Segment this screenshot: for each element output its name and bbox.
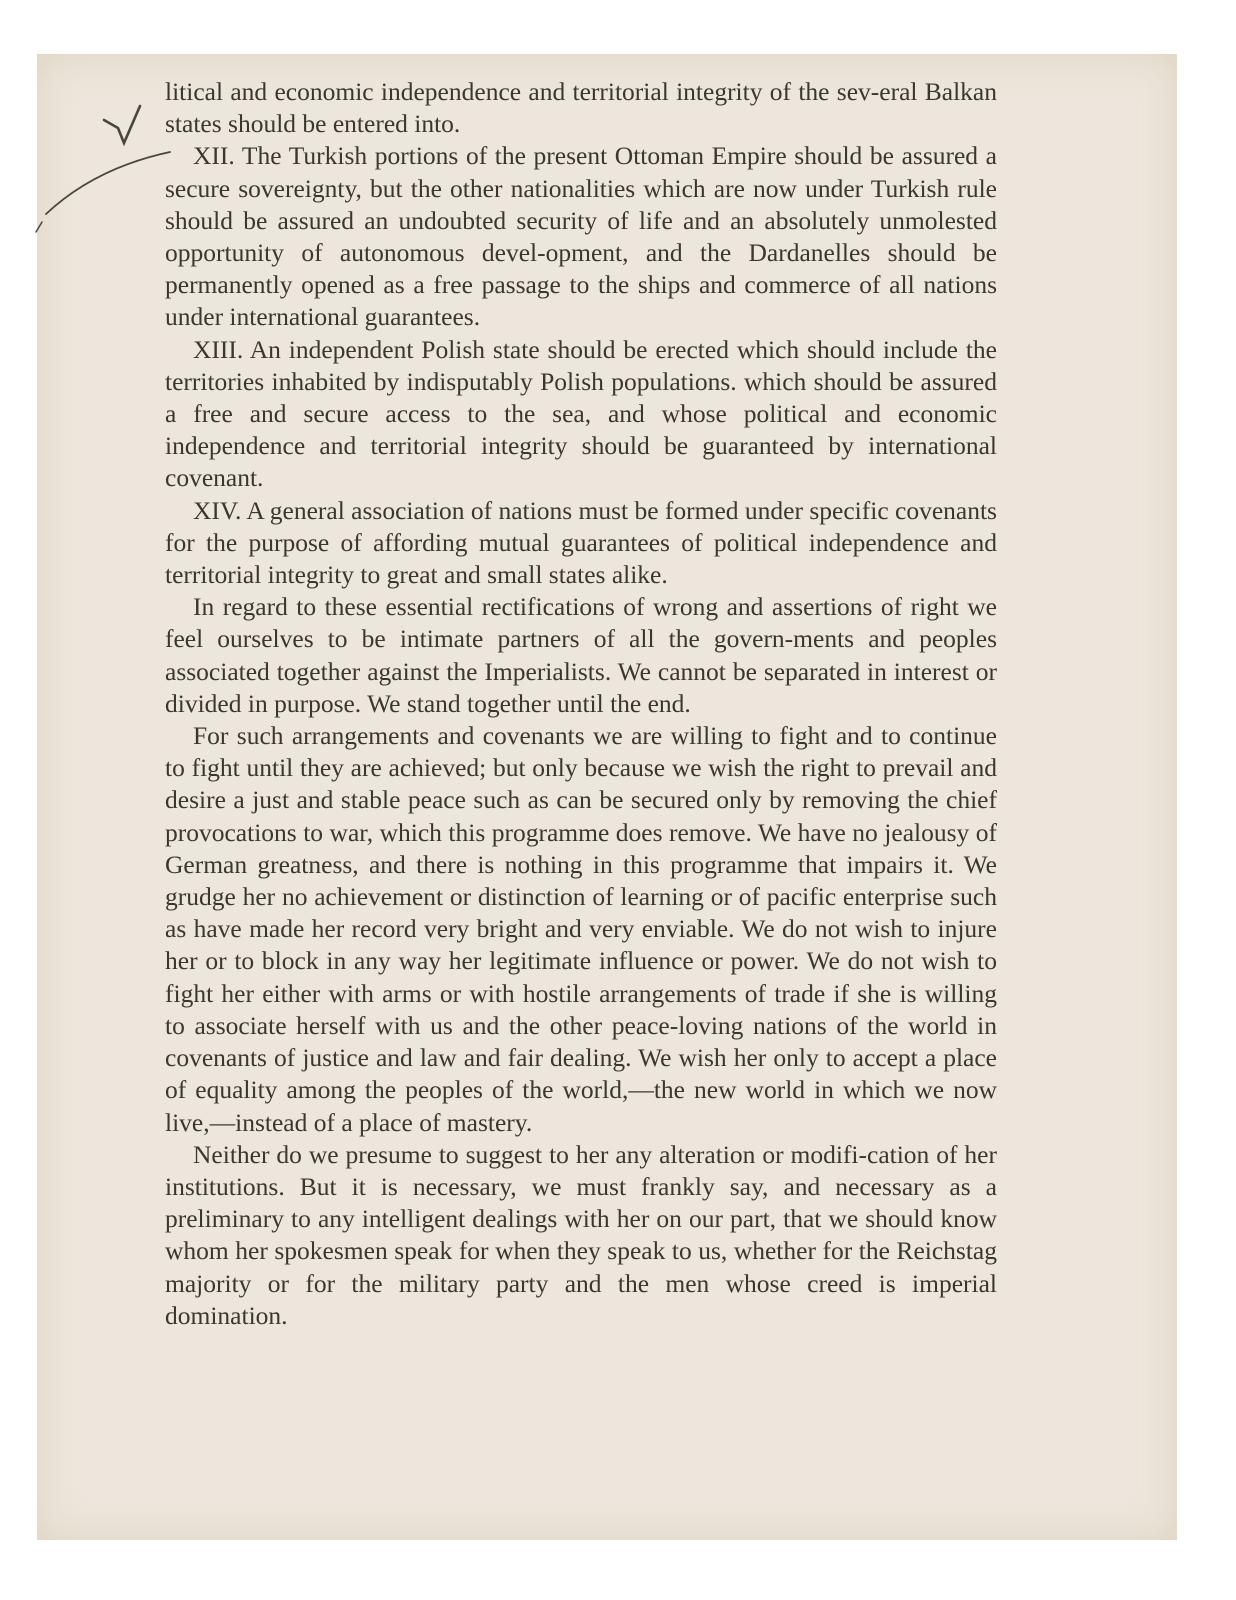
document-body <box>165 76 997 1332</box>
paragraph-point-xiii: XIII. An independent Polish state should be erected which should include the territories inhabited by indisputably Polish populations. which should be assured a free and secure access to the sea, and whose political and economic independence and territorial integrity should be guaranteed by international covenant. <box>165 334 997 493</box>
paragraph-point-xiv: XIV. A general association of nations must be formed under specific covenants for the purpose of affording mutual guarantees of political independence and territorial integrity to great and small states alike. <box>165 495 997 590</box>
paragraph-arrangements: For such arrangements and covenants we are willing to fight and to continue to fight until they are achieved; but only because we wish the right to prevail and desire a just and stable peace such as can be secured only by removing the chief provocations to war, which this programme does remove. We have no jealousy of German greatness, and there is nothing in this programme that impairs it. We grudge her no achievement or distinction of learning or of pacific enterprise such as have made her record very bright and very enviable. We do not wish to injure her or to block in any way her legitimate influence or power. We do not wish to fight her either with arms or with hostile arrangements of trade if she is willing to associate herself with us and the other peace-loving nations of the world in covenants of justice and law and fair dealing. We wish her only to accept a place of equality among the peoples of the world,—the new world in which we now live,—instead of a place of mastery. <box>165 721 997 1137</box>
paragraph-rectifications: In regard to these essential rectifications of wrong and assertions of right we feel ourselves to be intimate partners of all the govern-ments and peoples associated together against the Imperialists. We cannot be separated in interest or divided in purpose. We stand together until the end. <box>165 592 997 718</box>
paragraph-institutions: Neither do we presume to suggest to her any alteration or modifi-cation of her institutions. But it is necessary, we must frankly say, and necessary as a preliminary to any intelligent dealings with her on our part, that we should know whom her spokesmen speak for when they speak to us, whether for the Reichstag majority or for the military party and the men whose creed is imperial domination. <box>165 1139 997 1330</box>
paragraph-intro: litical and economic independence and territorial integrity of the sev-eral Balkan states should be entered into. <box>165 77 997 139</box>
paragraph-point-xii: XII. The Turkish portions of the present Ottoman Empire should be assured a secure sovereignty, but the other nationalities which are now under Turkish rule should be assured an undoubted security of life and an absolutely unmolested opportunity of autonomous devel-opment, and the Dardanelles should be permanently opened as a free passage to the ships and commerce of all nations under international guarantees. <box>165 141 997 332</box>
